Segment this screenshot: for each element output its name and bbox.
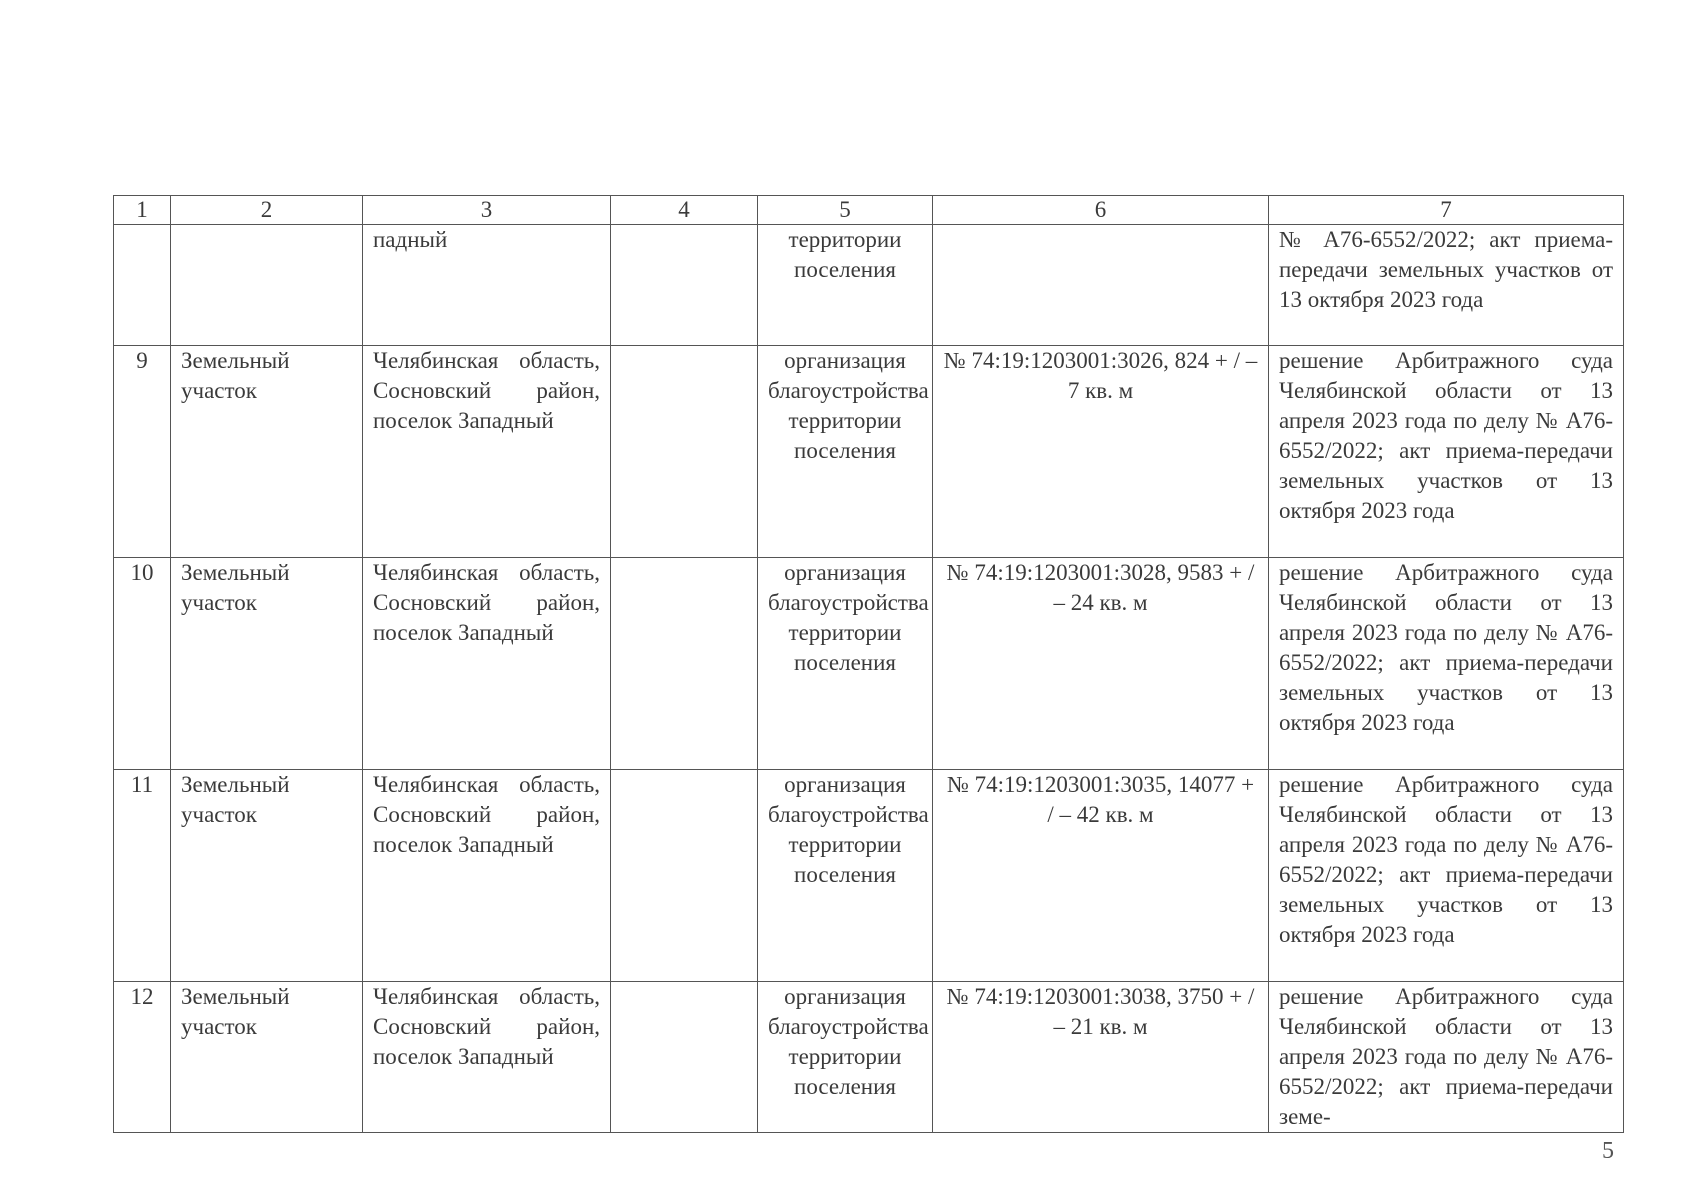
col4-cell	[611, 982, 758, 1133]
header-cell: 4	[611, 196, 758, 225]
table-row	[114, 770, 1624, 982]
basis-cell: решение Арбитражного суда Челябинской области от 13 апреля 2023 года по делу № А76-6552/2022; акт приема-передачи земельных участков от 13 октября 2023 года	[1269, 346, 1624, 558]
address-cell: Челябинская область, Сосновский район, поселок Западный	[363, 558, 611, 770]
table-header-row	[114, 196, 1624, 225]
header-cell: 5	[758, 196, 933, 225]
cadastral-cell	[933, 225, 1269, 346]
address-cell: Челябинская область, Сосновский район, поселок Западный	[363, 770, 611, 982]
row-number: 9	[114, 346, 171, 558]
basis-text: решение Арбитражного суда Челябинской области от 13 апреля 2023 года по делу № А76-6552/2022; акт приема-передачи зeме-	[1279, 984, 1613, 1129]
address-cell: Челябинская область, Сосновский район, поселок Западный	[363, 346, 611, 558]
basis-cell: решение Арбитражного суда Челябинской области от 13 апреля 2023 года по делу № А76-6552/2022; акт приема-передачи земельных участков от 13 октября 2023 года	[1269, 770, 1624, 982]
col4-cell	[611, 225, 758, 346]
object-cell	[171, 225, 363, 346]
header-cell: 2	[171, 196, 363, 225]
object-cell: Земельный участок	[171, 982, 363, 1133]
cadastral-cell: № 74:19:1203001:3028, 9583 + / – 24 кв. м	[933, 558, 1269, 770]
table-row	[114, 558, 1624, 770]
property-table	[113, 195, 1624, 1133]
page-number: 5	[1602, 1138, 1614, 1164]
header-cell: 6	[933, 196, 1269, 225]
purpose-cell: организация благоустройства территории поселения	[758, 770, 933, 982]
basis-cell: № А76-6552/2022; акт приема-передачи земельных участков от 13 октября 2023 года	[1269, 225, 1624, 346]
header-cell: 7	[1269, 196, 1624, 225]
cadastral-cell: № 74:19:1203001:3026, 824 + / – 7 кв. м	[933, 346, 1269, 558]
col4-cell	[611, 770, 758, 982]
basis-cell: решение Арбитражного суда Челябинской области от 13 апреля 2023 года по делу № А76-6552/2022; акт приема-передачи земельных участков от 13 октября 2023 года	[1269, 558, 1624, 770]
address-cell: Челябинская область, Сосновский район, поселок Западный	[363, 982, 611, 1133]
header-cell: 3	[363, 196, 611, 225]
purpose-cell: организация благоустройства территории поселения	[758, 558, 933, 770]
row-number: 12	[114, 982, 171, 1133]
object-cell: Земельный участок	[171, 346, 363, 558]
table-row	[114, 982, 1624, 1133]
purpose-cell: организация благоустройства территории поселения	[758, 346, 933, 558]
table-row	[114, 346, 1624, 558]
address-cell: падный	[363, 225, 611, 346]
col4-cell	[611, 558, 758, 770]
object-cell: Земельный участок	[171, 558, 363, 770]
cadastral-cell: № 74:19:1203001:3038, 3750 + / – 21 кв. м	[933, 982, 1269, 1133]
purpose-cell: организация благоустройства территории поселения	[758, 982, 933, 1133]
col4-cell	[611, 346, 758, 558]
row-number: 11	[114, 770, 171, 982]
object-cell: Земельный участок	[171, 770, 363, 982]
header-cell: 1	[114, 196, 171, 225]
purpose-cell: территории поселения	[758, 225, 933, 346]
basis-cell	[1269, 982, 1624, 1133]
cadastral-cell: № 74:19:1203001:3035, 14077 + / – 42 кв. м	[933, 770, 1269, 982]
row-number	[114, 225, 171, 346]
row-number: 10	[114, 558, 171, 770]
table-row	[114, 225, 1624, 346]
